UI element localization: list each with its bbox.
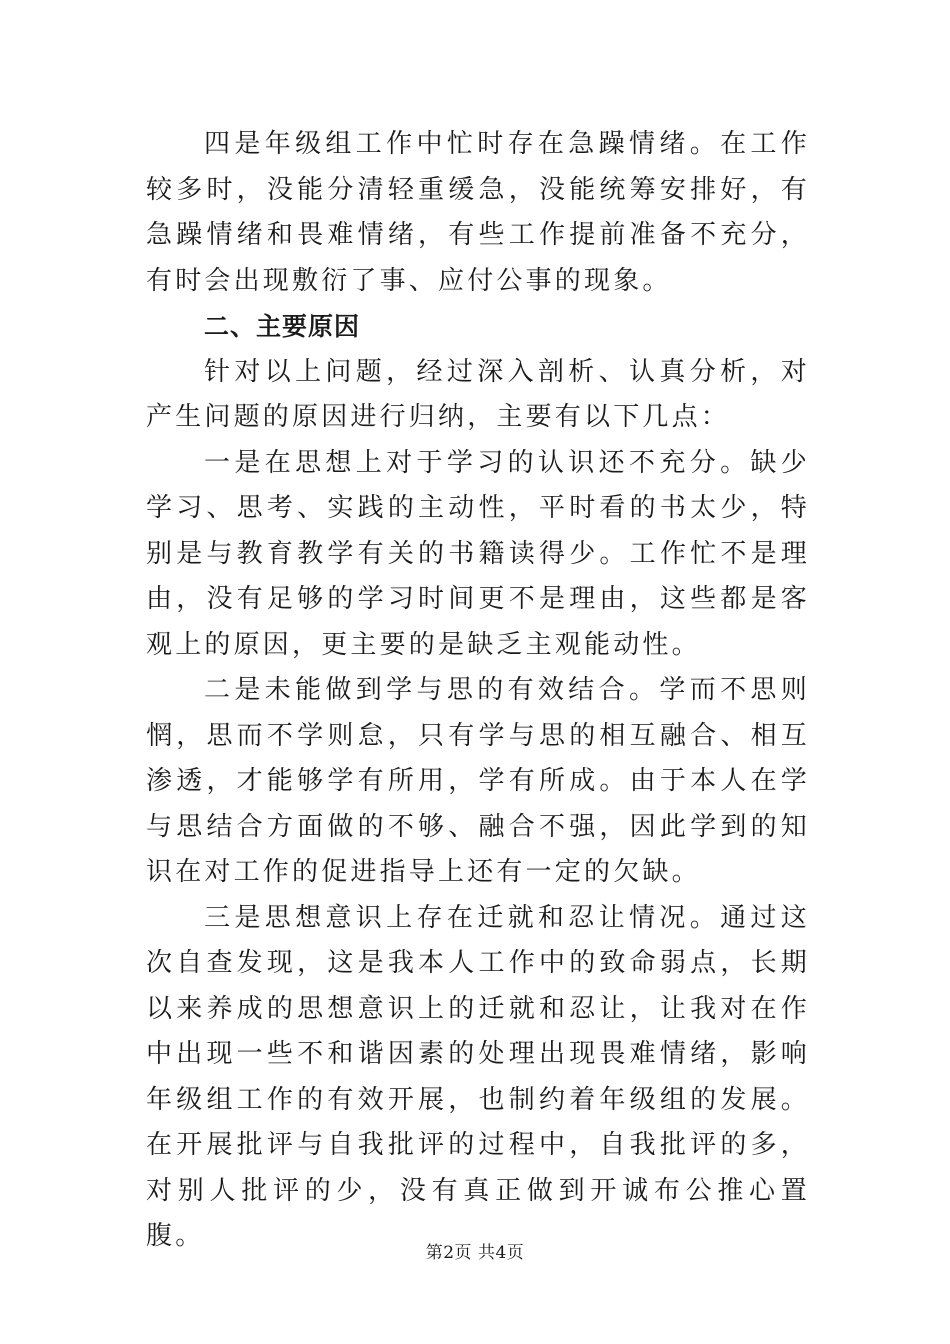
paragraph-2: 针对以上问题，经过深入剖析、认真分析，对产生问题的原因进行归纳，主要有以下几点： [146, 356, 810, 432]
paragraph-1: 四是年级组工作中忙时存在急躁情绪。在工作较多时，没能分清轻重缓急，没能统筹安排好，有急躁情绪和畏难情绪，有些工作提前准备不充分，有时会出现敷衍了事、应付公事的现象。 [146, 129, 810, 296]
paragraph-5: 三是思想意识上存在迁就和忍让情况。通过这次自查发现，这是我本人工作中的致命弱点，长期以来养成的思想意识上的迁就和忍让，让我对在作中出现一些不和谐因素的处理出现畏难情绪，影响年级组工作的有效开展，也制约着年级组的发展。在开展批评与自我批评的过程中，自我批评的多，对别人批评的少，没有真正做到开诚布公推心置腹。 [146, 902, 810, 1251]
document-body [146, 122, 810, 1260]
page-number-footer: 第2页 共4页 [425, 1243, 525, 1263]
paragraph-3: 一是在思想上对于学习的认识还不充分。缺少学习、思考、实践的主动性，平时看的书太少，特别是与教育教学有关的书籍读得少。工作忙不是理由，没有足够的学习时间更不是理由，这些都是客观上的原因，更主要的是缺乏主观能动性。 [146, 447, 810, 660]
section-heading: 二、主要原因 [204, 312, 361, 341]
paragraph-4: 二是未能做到学与思的有效结合。学而不思则惘，思而不学则怠，只有学与思的相互融合、相互渗透，才能够学有所用，学有所成。由于本人在学与思结合方面做的不够、融合不强，因此学到的知识在对工作的促进指导上还有一定的欠缺。 [146, 675, 810, 887]
